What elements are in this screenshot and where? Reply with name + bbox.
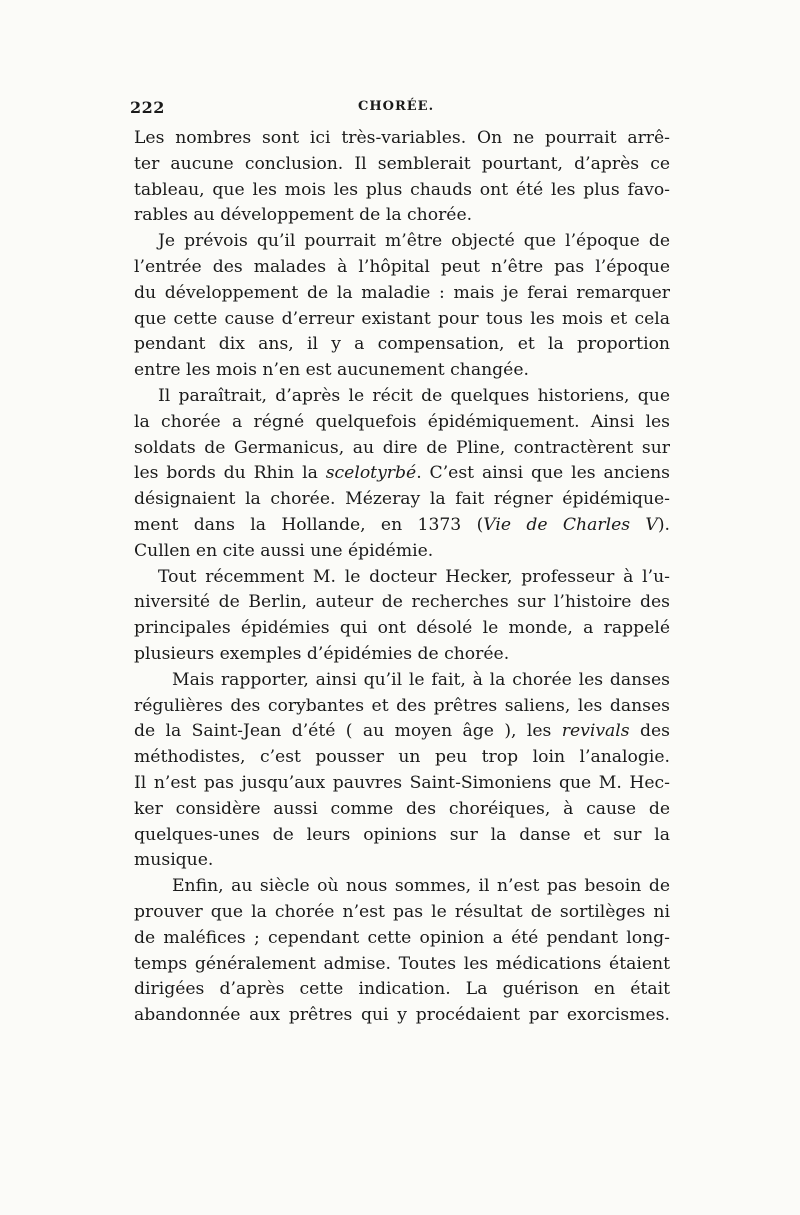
text-line: que cette cause d’erreur existant pour tous les mois et cela — [134, 308, 670, 329]
text-line — [134, 719, 670, 745]
text-line: régulières des corybantes et des prêtres saliens, les danses — [134, 695, 670, 716]
italic-term: revivals — [561, 721, 630, 742]
italic-title: Vie de Charles V — [483, 514, 658, 535]
running-head: CHORÉE. — [358, 99, 435, 114]
text-line: Je prévois qu’il pourrait m’être objecté que l’époque de — [158, 231, 670, 252]
text-line: Tout récemment M. le docteur Hecker, professeur à l’u- — [158, 566, 670, 587]
text-line: méthodistes, c’est pousser un peu trop loin l’analogie. — [134, 747, 670, 768]
text-run: des — [629, 721, 670, 742]
text-run: les bords du Rhin la — [134, 463, 326, 484]
text-line: l’entrée des malades à l’hôpital peut n’être pas l’époque — [134, 256, 670, 277]
text-line: Il paraîtrait, d’après le récit de quelques historiens, que — [158, 385, 670, 406]
text-line: la chorée a régné quelquefois épidémiquement. Ainsi les — [134, 411, 670, 432]
text-line: ter aucune conclusion. Il semblerait pourtant, d’après ce — [134, 153, 670, 174]
text-run: ). — [657, 514, 670, 535]
text-line: Enfin, au siècle où nous sommes, il n’est pas besoin de — [172, 876, 670, 897]
text-run: . C’est ainsi que les anciens — [416, 463, 670, 484]
text-run: de la Saint-Jean d’été ( au moyen âge ), les — [134, 721, 562, 742]
body-text — [134, 126, 670, 1029]
text-line: Il n’est pas jusqu’aux pauvres Saint-Simoniens que M. Hec- — [134, 772, 670, 793]
text-line: Cullen en cite aussi une épidémie. — [134, 540, 434, 561]
text-line: tableau, que les mois les plus chauds ont été les plus favo- — [134, 179, 670, 200]
text-line: de maléfices ; cependant cette opinion a été pendant long- — [134, 927, 670, 948]
text-line: musique. — [134, 850, 214, 871]
text-line — [134, 461, 670, 487]
text-line: principales épidémies qui ont désolé le monde, a rappelé — [134, 618, 670, 639]
text-line: pendant dix ans, il y a compensation, et la proportion — [134, 334, 670, 355]
text-line: désignaient la chorée. Mézeray la fait régner épidémique- — [134, 489, 670, 510]
text-line: du développement de la maladie : mais je ferai remarquer — [134, 282, 670, 303]
text-line: quelques-unes de leurs opinions sur la danse et sur la — [134, 824, 670, 845]
text-run: ment dans la Hollande, en 1373 ( — [134, 514, 484, 535]
text-line: plusieurs exemples d’épidémies de chorée. — [134, 643, 510, 664]
text-line: abandonnée aux prêtres qui y procédaient par exorcismes. — [134, 1005, 670, 1026]
italic-term: scelotyrbé — [325, 463, 417, 484]
text-line: ker considère aussi comme des choréiques, à cause de — [134, 798, 670, 819]
text-line: prouver que la chorée n’est pas le résultat de sortilèges ni — [134, 901, 670, 922]
text-line: Mais rapporter, ainsi qu’il le fait, à la chorée les danses — [172, 669, 670, 690]
text-line: niversité de Berlin, auteur de recherches sur l’histoire des — [134, 592, 670, 613]
text-line: rables au développement de la chorée. — [134, 205, 473, 226]
text-line: Les nombres sont ici très-variables. On ne pourrait arrê- — [134, 128, 670, 148]
text-line: entre les mois n’en est aucunement changée. — [134, 360, 529, 381]
page-header — [130, 98, 670, 122]
page-number: 222 — [130, 98, 165, 117]
text-line: temps généralement admise. Toutes les médications étaient — [134, 953, 670, 974]
text-line: soldats de Germanicus, au dire de Pline, contractèrent sur — [134, 437, 670, 458]
text-line: dirigées d’après cette indication. La guérison en était — [134, 979, 670, 1000]
text-line — [134, 513, 670, 539]
